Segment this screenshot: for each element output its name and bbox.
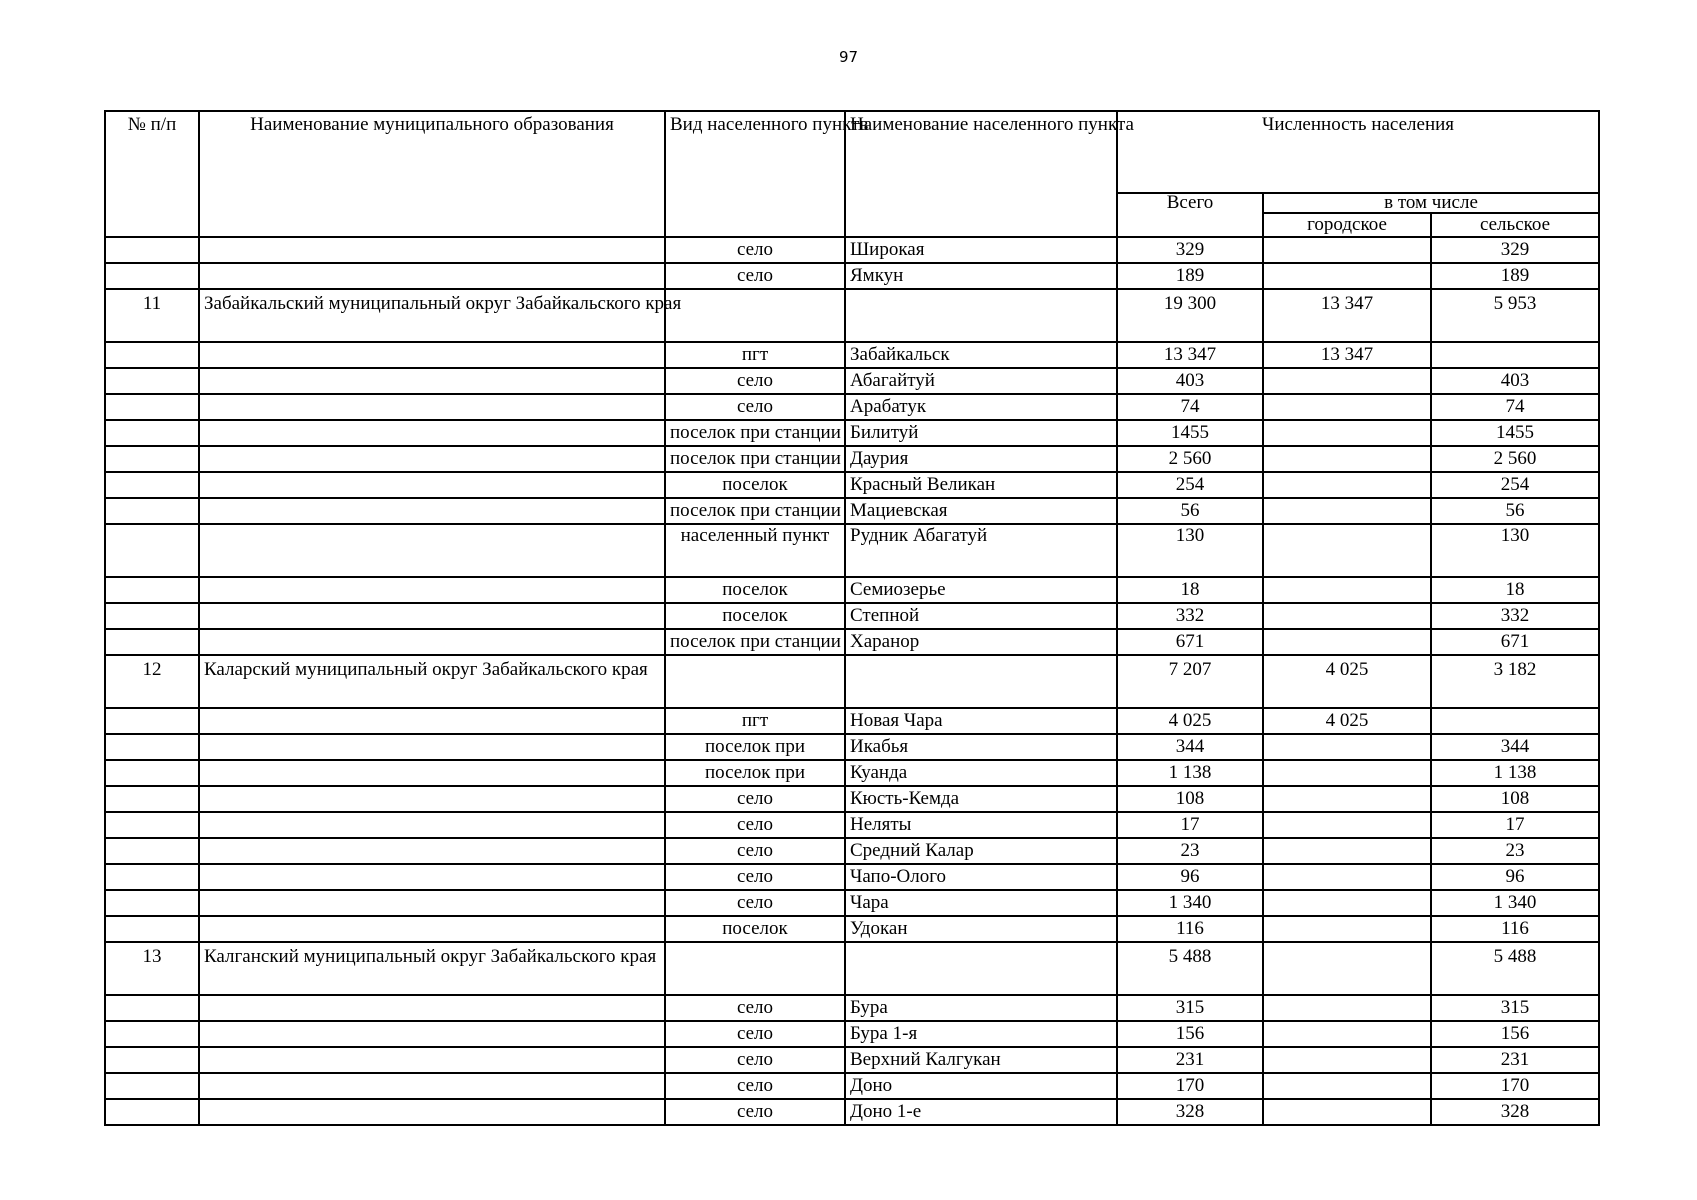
cell-total: 332 xyxy=(1117,603,1263,629)
cell-rural: 96 xyxy=(1431,864,1599,890)
cell-total: 671 xyxy=(1117,629,1263,655)
cell-settlement-type: село xyxy=(665,864,845,890)
cell-settlement-type xyxy=(665,655,845,708)
cell-urban xyxy=(1263,942,1431,995)
cell-rural: 332 xyxy=(1431,603,1599,629)
cell-settlement-type: село xyxy=(665,263,845,289)
cell-urban: 4 025 xyxy=(1263,655,1431,708)
cell-municipality xyxy=(199,446,665,472)
cell-settlement-type: поселок при станции xyxy=(665,420,845,446)
cell-settlement-type: поселок xyxy=(665,603,845,629)
header-including: в том числе xyxy=(1263,193,1599,213)
cell-total: 189 xyxy=(1117,263,1263,289)
cell-settlement-name: Куанда xyxy=(845,760,1117,786)
cell-num xyxy=(105,1073,199,1099)
cell-settlement-name: Арабатук xyxy=(845,394,1117,420)
cell-num xyxy=(105,734,199,760)
cell-num xyxy=(105,498,199,524)
cell-municipality xyxy=(199,995,665,1021)
cell-rural: 56 xyxy=(1431,498,1599,524)
cell-rural: 17 xyxy=(1431,812,1599,838)
cell-total: 231 xyxy=(1117,1047,1263,1073)
cell-num xyxy=(105,890,199,916)
header-population: Численность населения xyxy=(1117,111,1599,193)
cell-municipality xyxy=(199,577,665,603)
cell-municipality xyxy=(199,864,665,890)
cell-municipality xyxy=(199,629,665,655)
cell-settlement-name xyxy=(845,289,1117,342)
cell-municipality xyxy=(199,838,665,864)
cell-num xyxy=(105,916,199,942)
cell-total: 17 xyxy=(1117,812,1263,838)
cell-urban xyxy=(1263,786,1431,812)
cell-num xyxy=(105,864,199,890)
header-settlement-name: Наименование населенного пункта xyxy=(845,111,1117,237)
cell-total: 254 xyxy=(1117,472,1263,498)
cell-urban xyxy=(1263,916,1431,942)
cell-urban xyxy=(1263,263,1431,289)
table-row xyxy=(105,734,1599,760)
cell-settlement-name: Чара xyxy=(845,890,1117,916)
cell-municipality xyxy=(199,394,665,420)
cell-num xyxy=(105,760,199,786)
cell-settlement-name: Новая Чара xyxy=(845,708,1117,734)
cell-urban xyxy=(1263,864,1431,890)
cell-municipality xyxy=(199,1073,665,1099)
table-row xyxy=(105,524,1599,577)
cell-municipality xyxy=(199,368,665,394)
cell-settlement-name xyxy=(845,655,1117,708)
table-row xyxy=(105,1021,1599,1047)
cell-urban xyxy=(1263,838,1431,864)
cell-municipality xyxy=(199,1021,665,1047)
cell-settlement-type: село xyxy=(665,1021,845,1047)
cell-total: 116 xyxy=(1117,916,1263,942)
cell-urban: 13 347 xyxy=(1263,342,1431,368)
cell-settlement-name: Степной xyxy=(845,603,1117,629)
header-settlement-type: Вид населенного пунктв xyxy=(665,111,845,237)
cell-municipality xyxy=(199,237,665,263)
cell-urban xyxy=(1263,498,1431,524)
cell-num xyxy=(105,786,199,812)
cell-total: 23 xyxy=(1117,838,1263,864)
cell-settlement-name: Красный Великан xyxy=(845,472,1117,498)
cell-urban xyxy=(1263,812,1431,838)
municipality-row xyxy=(105,655,1599,708)
cell-municipality xyxy=(199,916,665,942)
cell-settlement-type: село xyxy=(665,1099,845,1125)
cell-settlement-type: поселок при станции xyxy=(665,446,845,472)
cell-settlement-name: Бура xyxy=(845,995,1117,1021)
municipality-row xyxy=(105,289,1599,342)
cell-rural: 18 xyxy=(1431,577,1599,603)
cell-settlement-name: Широкая xyxy=(845,237,1117,263)
cell-urban xyxy=(1263,734,1431,760)
cell-municipality xyxy=(199,524,665,577)
cell-rural: 1455 xyxy=(1431,420,1599,446)
cell-rural: 189 xyxy=(1431,263,1599,289)
table-row xyxy=(105,786,1599,812)
cell-municipality xyxy=(199,420,665,446)
cell-settlement-type: поселок при станции xyxy=(665,498,845,524)
cell-municipality xyxy=(199,472,665,498)
cell-settlement-type: село xyxy=(665,838,845,864)
cell-num xyxy=(105,603,199,629)
table-row xyxy=(105,394,1599,420)
table-row xyxy=(105,577,1599,603)
table-row xyxy=(105,995,1599,1021)
cell-settlement-name: Даурия xyxy=(845,446,1117,472)
cell-urban xyxy=(1263,603,1431,629)
cell-total: 329 xyxy=(1117,237,1263,263)
cell-urban xyxy=(1263,629,1431,655)
cell-urban xyxy=(1263,472,1431,498)
cell-municipality xyxy=(199,342,665,368)
cell-total: 344 xyxy=(1117,734,1263,760)
cell-num xyxy=(105,1047,199,1073)
cell-rural: 170 xyxy=(1431,1073,1599,1099)
cell-total: 403 xyxy=(1117,368,1263,394)
cell-total: 7 207 xyxy=(1117,655,1263,708)
cell-settlement-type: село xyxy=(665,995,845,1021)
cell-num xyxy=(105,812,199,838)
cell-total: 2 560 xyxy=(1117,446,1263,472)
cell-rural: 315 xyxy=(1431,995,1599,1021)
cell-municipality xyxy=(199,603,665,629)
header-num: № п/п xyxy=(105,111,199,237)
header-total: Всего xyxy=(1117,193,1263,237)
cell-total: 108 xyxy=(1117,786,1263,812)
cell-municipality xyxy=(199,734,665,760)
cell-rural xyxy=(1431,708,1599,734)
page-number: 97 xyxy=(838,48,859,66)
cell-settlement-type: село xyxy=(665,786,845,812)
cell-total: 18 xyxy=(1117,577,1263,603)
cell-num xyxy=(105,577,199,603)
cell-rural: 74 xyxy=(1431,394,1599,420)
cell-urban xyxy=(1263,1047,1431,1073)
cell-municipality xyxy=(199,263,665,289)
cell-settlement-name: Абагайтуй xyxy=(845,368,1117,394)
cell-settlement-type: населенный пункт xyxy=(665,524,845,577)
cell-municipality xyxy=(199,1047,665,1073)
cell-urban xyxy=(1263,1021,1431,1047)
header-municipality: Наименование муниципального образования xyxy=(199,111,665,237)
table-row xyxy=(105,342,1599,368)
cell-rural: 23 xyxy=(1431,838,1599,864)
cell-urban: 13 347 xyxy=(1263,289,1431,342)
cell-municipality xyxy=(199,812,665,838)
cell-urban: 4 025 xyxy=(1263,708,1431,734)
cell-settlement-type: село xyxy=(665,1073,845,1099)
cell-num xyxy=(105,237,199,263)
table-row xyxy=(105,237,1599,263)
cell-settlement-name: Доно xyxy=(845,1073,1117,1099)
cell-municipality: Каларский муниципальный округ Забайкальского края xyxy=(199,655,665,708)
cell-settlement-type: поселок при станции xyxy=(665,629,845,655)
cell-settlement-name: Мациевская xyxy=(845,498,1117,524)
cell-settlement-type: село xyxy=(665,237,845,263)
table-row xyxy=(105,472,1599,498)
cell-total: 5 488 xyxy=(1117,942,1263,995)
table-row xyxy=(105,812,1599,838)
table-row xyxy=(105,1047,1599,1073)
cell-urban xyxy=(1263,995,1431,1021)
cell-num xyxy=(105,368,199,394)
municipality-row xyxy=(105,942,1599,995)
cell-rural: 344 xyxy=(1431,734,1599,760)
table-row xyxy=(105,263,1599,289)
cell-num xyxy=(105,629,199,655)
cell-settlement-type: село xyxy=(665,368,845,394)
table-row xyxy=(105,498,1599,524)
cell-total: 56 xyxy=(1117,498,1263,524)
cell-rural: 671 xyxy=(1431,629,1599,655)
cell-urban xyxy=(1263,368,1431,394)
cell-rural: 403 xyxy=(1431,368,1599,394)
cell-total: 130 xyxy=(1117,524,1263,577)
cell-settlement-type: поселок xyxy=(665,577,845,603)
cell-num xyxy=(105,342,199,368)
cell-rural: 254 xyxy=(1431,472,1599,498)
cell-urban xyxy=(1263,1099,1431,1125)
table-row xyxy=(105,890,1599,916)
cell-num xyxy=(105,420,199,446)
cell-num xyxy=(105,995,199,1021)
cell-urban xyxy=(1263,1073,1431,1099)
table-row xyxy=(105,420,1599,446)
cell-settlement-type: село xyxy=(665,812,845,838)
cell-total: 19 300 xyxy=(1117,289,1263,342)
cell-rural: 108 xyxy=(1431,786,1599,812)
cell-urban xyxy=(1263,577,1431,603)
cell-settlement-name: Чапо-Олого xyxy=(845,864,1117,890)
cell-total: 170 xyxy=(1117,1073,1263,1099)
cell-rural: 329 xyxy=(1431,237,1599,263)
cell-total: 74 xyxy=(1117,394,1263,420)
cell-total: 1455 xyxy=(1117,420,1263,446)
cell-num xyxy=(105,708,199,734)
cell-municipality xyxy=(199,786,665,812)
cell-total: 13 347 xyxy=(1117,342,1263,368)
cell-municipality xyxy=(199,708,665,734)
cell-settlement-type: поселок при xyxy=(665,734,845,760)
cell-settlement-name: Забайкальск xyxy=(845,342,1117,368)
table-body xyxy=(105,237,1599,1125)
cell-municipality xyxy=(199,760,665,786)
cell-num xyxy=(105,838,199,864)
table-row xyxy=(105,603,1599,629)
cell-rural xyxy=(1431,342,1599,368)
table-row xyxy=(105,916,1599,942)
cell-rural: 5 953 xyxy=(1431,289,1599,342)
cell-municipality xyxy=(199,498,665,524)
cell-settlement-name: Рудник Абагатуй xyxy=(845,524,1117,577)
cell-settlement-type: село xyxy=(665,890,845,916)
cell-total: 328 xyxy=(1117,1099,1263,1125)
cell-settlement-name: Средний Калар xyxy=(845,838,1117,864)
cell-rural: 1 340 xyxy=(1431,890,1599,916)
cell-settlement-type xyxy=(665,289,845,342)
table-row xyxy=(105,864,1599,890)
cell-settlement-name xyxy=(845,942,1117,995)
cell-municipality: Забайкальский муниципальный округ Забайкальского края xyxy=(199,289,665,342)
cell-settlement-type xyxy=(665,942,845,995)
cell-total: 4 025 xyxy=(1117,708,1263,734)
header-rural: сельское xyxy=(1431,213,1599,237)
table-row xyxy=(105,368,1599,394)
cell-settlement-type: поселок xyxy=(665,916,845,942)
cell-municipality xyxy=(199,1099,665,1125)
cell-urban xyxy=(1263,237,1431,263)
cell-num xyxy=(105,1099,199,1125)
cell-settlement-name: Семиозерье xyxy=(845,577,1117,603)
cell-num xyxy=(105,472,199,498)
cell-num: 11 xyxy=(105,289,199,342)
cell-urban xyxy=(1263,524,1431,577)
cell-rural: 328 xyxy=(1431,1099,1599,1125)
table-row xyxy=(105,838,1599,864)
cell-rural: 3 182 xyxy=(1431,655,1599,708)
cell-settlement-name: Кюсть-Кемда xyxy=(845,786,1117,812)
cell-settlement-type: село xyxy=(665,394,845,420)
table-row xyxy=(105,446,1599,472)
cell-rural: 130 xyxy=(1431,524,1599,577)
cell-rural: 5 488 xyxy=(1431,942,1599,995)
cell-num xyxy=(105,394,199,420)
table-row xyxy=(105,629,1599,655)
population-table xyxy=(104,110,1600,1126)
cell-settlement-type: поселок при xyxy=(665,760,845,786)
cell-settlement-name: Удокан xyxy=(845,916,1117,942)
cell-rural: 1 138 xyxy=(1431,760,1599,786)
header-urban: городское xyxy=(1263,213,1431,237)
cell-num: 13 xyxy=(105,942,199,995)
cell-settlement-name: Харанор xyxy=(845,629,1117,655)
cell-settlement-type: село xyxy=(665,1047,845,1073)
cell-num: 12 xyxy=(105,655,199,708)
cell-total: 96 xyxy=(1117,864,1263,890)
cell-num xyxy=(105,263,199,289)
cell-urban xyxy=(1263,760,1431,786)
cell-rural: 231 xyxy=(1431,1047,1599,1073)
cell-municipality: Калганский муниципальный округ Забайкальского края xyxy=(199,942,665,995)
table-row xyxy=(105,708,1599,734)
cell-settlement-name: Билитуй xyxy=(845,420,1117,446)
cell-settlement-name: Верхний Калгукан xyxy=(845,1047,1117,1073)
cell-settlement-type: поселок xyxy=(665,472,845,498)
table-row xyxy=(105,1073,1599,1099)
cell-settlement-name: Неляты xyxy=(845,812,1117,838)
cell-num xyxy=(105,446,199,472)
cell-total: 1 138 xyxy=(1117,760,1263,786)
cell-urban xyxy=(1263,446,1431,472)
cell-urban xyxy=(1263,394,1431,420)
cell-settlement-name: Ямкун xyxy=(845,263,1117,289)
cell-settlement-name: Бура 1-я xyxy=(845,1021,1117,1047)
cell-total: 156 xyxy=(1117,1021,1263,1047)
cell-rural: 156 xyxy=(1431,1021,1599,1047)
cell-rural: 116 xyxy=(1431,916,1599,942)
cell-num xyxy=(105,1021,199,1047)
table-row xyxy=(105,1099,1599,1125)
cell-settlement-name: Доно 1-е xyxy=(845,1099,1117,1125)
cell-urban xyxy=(1263,890,1431,916)
cell-settlement-type: пгт xyxy=(665,342,845,368)
cell-total: 1 340 xyxy=(1117,890,1263,916)
cell-municipality xyxy=(199,890,665,916)
cell-settlement-name: Икабья xyxy=(845,734,1117,760)
cell-urban xyxy=(1263,420,1431,446)
cell-rural: 2 560 xyxy=(1431,446,1599,472)
table-row xyxy=(105,760,1599,786)
cell-settlement-type: пгт xyxy=(665,708,845,734)
cell-num xyxy=(105,524,199,577)
cell-total: 315 xyxy=(1117,995,1263,1021)
